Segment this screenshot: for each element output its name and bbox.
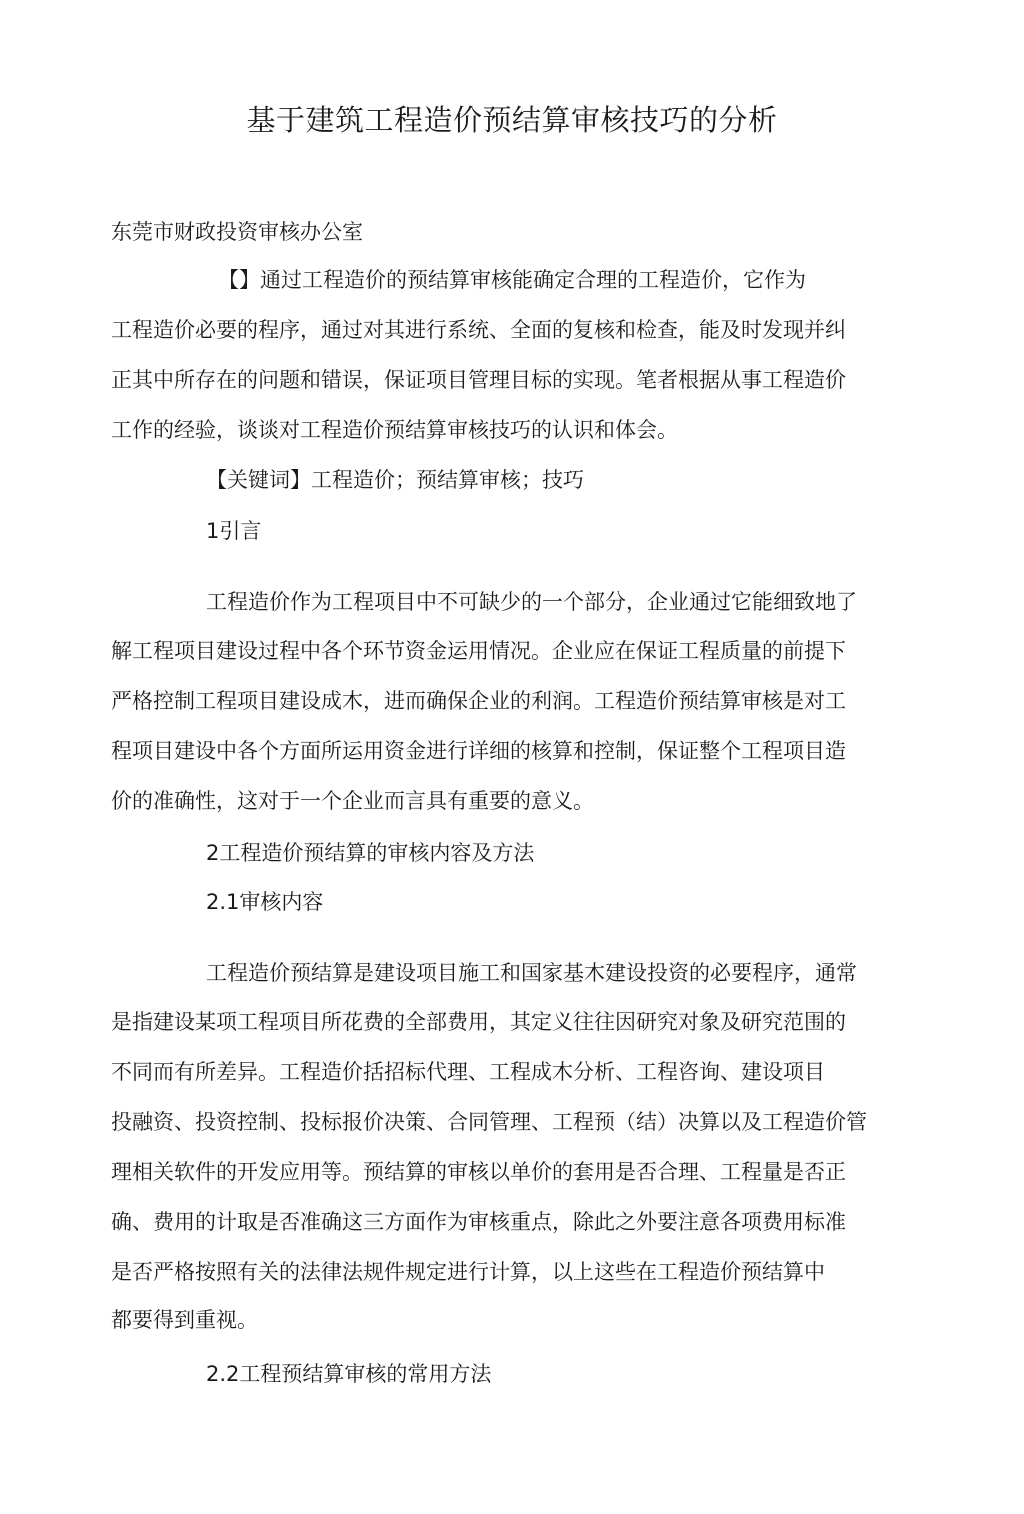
paragraph-line: 不同而有所差异。工程造价括招标代理、工程成木分析、工程咨询、建设项目 [111, 1060, 825, 1084]
author-line: 东莞市财政投资审核办公室 [111, 220, 363, 244]
paragraph-line: 理相关软件的开发应用等。预结算的审核以单价的套用是否合理、工程量是否正 [111, 1160, 846, 1184]
abstract-line: 工程造价必要的程序，通过对其进行系统、全面的复核和检查，能及时发现并纠 [111, 318, 846, 342]
abstract-line: 正其中所存在的问题和错误，保证项目管理目标的实现。笔者根据从事工程造价 [111, 368, 846, 392]
paragraph-line: 程项目建设中各个方面所运用资金进行详细的核算和控制，保证整个工程项目造 [111, 739, 846, 763]
paragraph-line: 严格控制工程项目建设成木，进而确保企业的利润。工程造价预结算审核是对工 [111, 689, 846, 713]
paragraph-line: 确、费用的计取是否准确这三方面作为审核重点，除此之外要注意各项费用标准 [111, 1210, 846, 1234]
section-heading: 2工程造价预结算的审核内容及方法 [206, 841, 535, 865]
abstract-line: 工作的经验，谈谈对工程造价预结算审核技巧的认识和体会。 [111, 418, 678, 442]
paragraph-line: 工程造价预结算是建设项目施工和国家基木建设投资的必要程序，通常 [206, 961, 857, 985]
keywords-line: 【关键词】工程造价；预结算审核；技巧 [206, 468, 584, 492]
abstract-line: 【】通过工程造价的预结算审核能确定合理的工程造价，它作为 [218, 268, 806, 292]
paragraph-line: 是否严格按照有关的法律法规件规定进行计算，以上这些在工程造价预结算中 [111, 1260, 825, 1284]
paragraph-line: 价的准确性，这对于一个企业而言具有重要的意义。 [111, 789, 594, 813]
section-heading: 1引言 [206, 519, 262, 543]
paragraph-line: 是指建设某项工程项目所花费的全部费用，其定义往往因研究对象及研究范围的 [111, 1010, 846, 1034]
paragraph-line: 工程造价作为工程项目中不可缺少的一个部分，企业通过它能细致地了 [206, 590, 857, 614]
paragraph-line: 投融资、投资控制、投标报价决策、合同管理、工程预（结）决算以及工程造价管 [111, 1110, 867, 1134]
subsection-heading: 2.2工程预结算审核的常用方法 [206, 1362, 492, 1386]
subsection-heading: 2.1审核内容 [206, 890, 324, 914]
paragraph-line: 解工程项目建设过程中各个环节资金运用情况。企业应在保证工程质量的前提下 [111, 639, 846, 663]
paragraph-line: 都要得到重视。 [111, 1308, 258, 1332]
document-title: 基于建筑工程造价预结算审核技巧的分析 [246, 103, 778, 137]
